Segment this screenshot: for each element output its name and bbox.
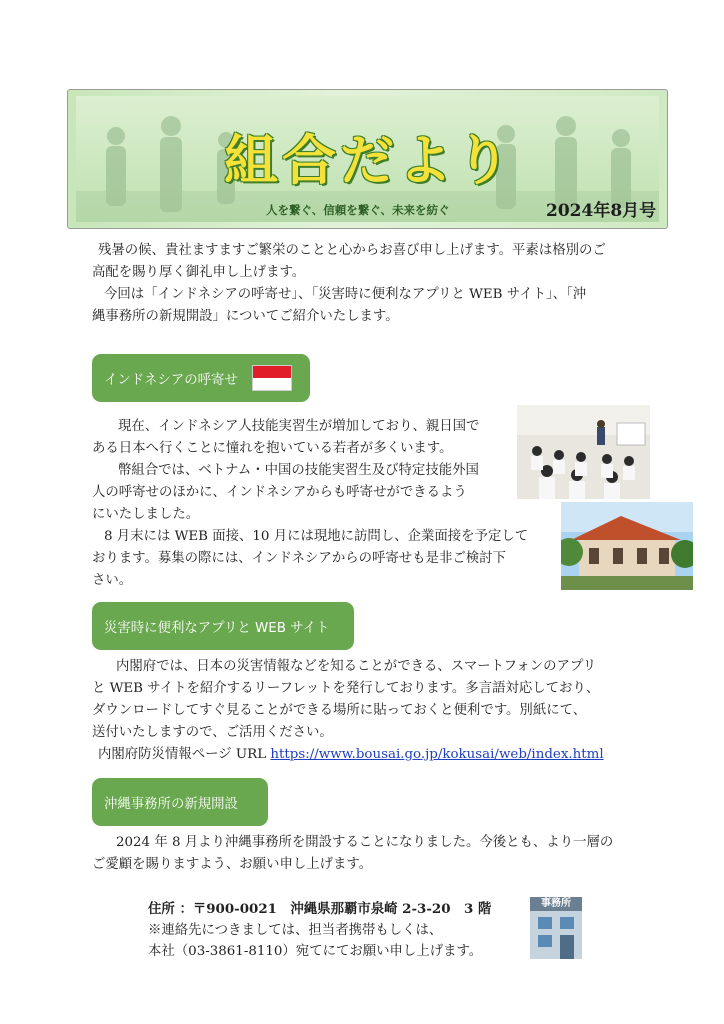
section2-line: ダウンロードしてすぐ見ることができる場所に貼っておくと便利です。別紙にて、 bbox=[92, 703, 587, 718]
section1-line: おります。募集の際には、インドネシアからの呼寄せも是非ご検討下 bbox=[92, 551, 506, 566]
bousai-link-row bbox=[92, 744, 672, 766]
section-heading-disaster-apps bbox=[92, 602, 354, 650]
office-sign: 事務所 bbox=[530, 897, 582, 911]
address-block bbox=[148, 899, 518, 962]
section1-line: さい。 bbox=[92, 573, 133, 588]
section1-line: 現在、インドネシア人技能実習生が増加しており、親日国で bbox=[118, 419, 480, 434]
link-label: 内閣府防災情報ページ URL bbox=[98, 747, 267, 762]
section1-line: 8 月末には WEB 面接、10 月には現地に訪問し、企業面接を予定して bbox=[104, 529, 529, 544]
section2-text bbox=[92, 656, 672, 766]
section3-line: ご愛顧を賜りますよう、お願い申し上げます。 bbox=[92, 857, 373, 872]
section2-line: 送付いたしますので、ご活用ください。 bbox=[92, 725, 333, 740]
section1-line: にいたしました。 bbox=[92, 507, 200, 522]
intro-line: 今回は「インドネシアの呼寄せ」、「災害時に便利なアプリと WEB サイト」、「沖 bbox=[104, 287, 587, 302]
banner-background bbox=[76, 96, 659, 222]
section3-line: 2024 年 8 月より沖縄事務所を開設することになりました。今後とも、より一層の bbox=[116, 835, 614, 850]
office-building-photo bbox=[561, 502, 693, 590]
issue-date: 2024年8月号 bbox=[546, 201, 657, 221]
office-building-body bbox=[530, 911, 582, 959]
intro-text bbox=[92, 240, 672, 328]
contact-note: ※連絡先につきましては、担当者携帯もしくは、 bbox=[148, 923, 443, 938]
section1-text bbox=[92, 416, 529, 592]
address-line: 住所 ：〒900-0021 沖縄県那覇市泉崎 2-3-20 3 階 bbox=[148, 901, 492, 917]
classroom-photo bbox=[517, 405, 650, 499]
intro-line: 縄事務所の新規開設」についてご紹介いたします。 bbox=[92, 309, 399, 324]
indonesia-flag-icon bbox=[252, 365, 292, 391]
section2-line: 内閣府では、日本の災害情報などを知ることができる、スマートフォンのアプリ bbox=[116, 659, 597, 674]
office-building-icon bbox=[530, 897, 582, 959]
section-heading-label: 沖縄事務所の新規開設 bbox=[104, 796, 238, 812]
newsletter-title: 組合だより bbox=[224, 129, 514, 192]
section-heading-label: 災害時に便利なアプリと WEB サイト bbox=[104, 620, 330, 636]
intro-line: 残暑の候、貴社ますますご繁栄のことと心からお喜び申し上げます。平素は格別のご bbox=[98, 243, 606, 258]
contact-note: 本社（03-3861-8110）宛てにてお願い申し上げます。 bbox=[148, 944, 483, 959]
header-banner bbox=[67, 89, 668, 229]
section1-line: ある日本へ行くことに憧れを抱いている若者が多くいます。 bbox=[92, 441, 453, 456]
section-heading-indonesia bbox=[92, 354, 310, 402]
newsletter-tagline: 人を繋ぐ、信頼を繋ぐ、未来を紡ぐ bbox=[266, 203, 450, 217]
section1-line: 人の呼寄せのほかに、インドネシアからも呼寄せができるよう bbox=[92, 485, 467, 500]
section1-line: 幣組合では、ベトナム・中国の技能実習生及び特定技能外国 bbox=[118, 463, 479, 478]
section-heading-okinawa bbox=[92, 778, 268, 826]
section2-line: と WEB サイトを紹介するリーフレットを発行しております。多言語対応しており、 bbox=[92, 681, 600, 696]
bousai-url-link[interactable]: https://www.bousai.go.jp/kokusai/web/index.html bbox=[270, 747, 604, 762]
section3-text bbox=[92, 832, 672, 876]
intro-line: 高配を賜り厚く御礼申し上げます。 bbox=[92, 265, 306, 280]
section-heading-label: インドネシアの呼寄せ bbox=[104, 372, 238, 388]
